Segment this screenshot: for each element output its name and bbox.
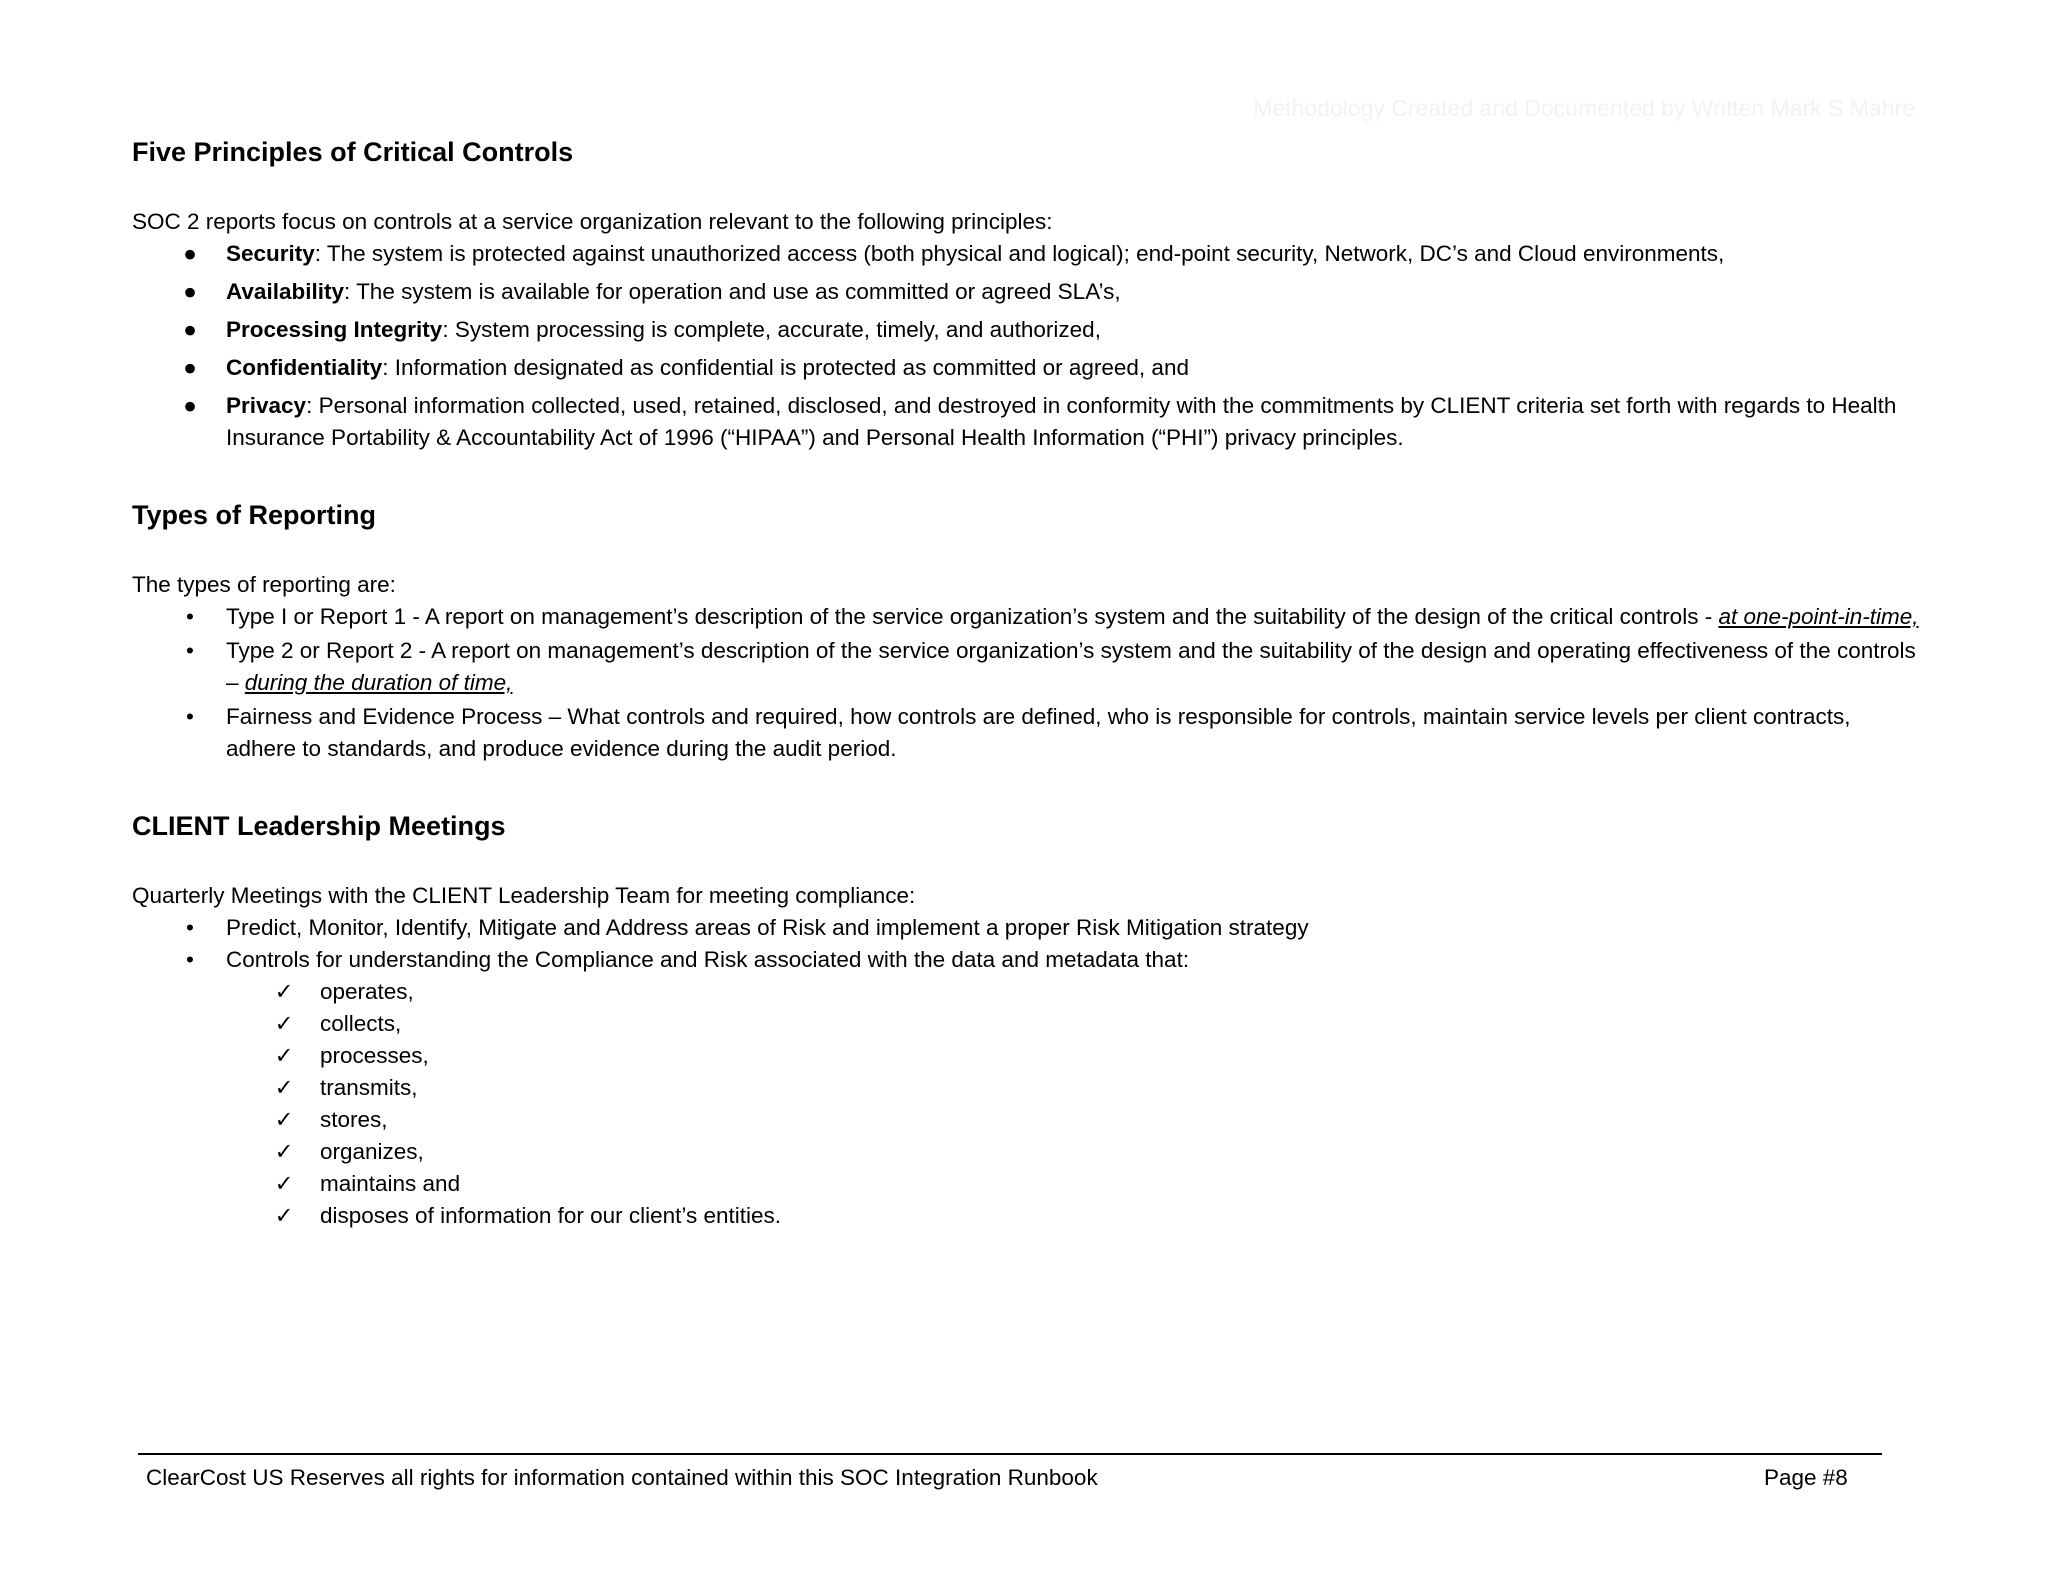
section-heading-principles: Five Principles of Critical Controls bbox=[132, 137, 574, 167]
footer-divider bbox=[138, 1453, 1882, 1455]
bullet-icon: ● bbox=[183, 393, 197, 418]
meetings-list bbox=[132, 912, 1922, 976]
list-item: • Fairness and Evidence Process – What controls and required, how controls are defined, who is responsible for controls, maintain service levels per client contracts, adhere to standards, and produce evidence during the audit period. bbox=[132, 701, 1922, 765]
bullet-icon: ● bbox=[183, 241, 197, 266]
checklist-item: ✓ operates, bbox=[132, 976, 1922, 1008]
checkmark-icon: ✓ bbox=[274, 1203, 294, 1228]
list-item: ● Availability: The system is available for operation and use as committed or agreed SLA’s, bbox=[132, 276, 1922, 308]
section-intro-reporting: The types of reporting are: bbox=[132, 572, 396, 597]
bullet-icon: ● bbox=[183, 317, 197, 342]
bullet-icon: • bbox=[186, 704, 194, 729]
footer-rights-text: ClearCost US Reserves all rights for information contained within this SOC Integration Runbook bbox=[146, 1465, 1098, 1490]
checkmark-icon: ✓ bbox=[274, 1139, 294, 1164]
bullet-icon: • bbox=[186, 915, 194, 940]
list-item: ● Processing Integrity: System processing is complete, accurate, timely, and authorized, bbox=[132, 314, 1922, 346]
list-item: • Type I or Report 1 - A report on management’s description of the service organization’s system and the suitability of the design of the critical controls - at one-point-in-time, bbox=[132, 601, 1922, 633]
section-heading-reporting: Types of Reporting bbox=[132, 500, 377, 530]
bullet-icon: • bbox=[186, 947, 194, 972]
checklist-item: ✓ processes, bbox=[132, 1040, 1922, 1072]
list-item: • Controls for understanding the Compliance and Risk associated with the data and metadata that: bbox=[132, 944, 1922, 976]
list-item: ● Security: The system is protected against unauthorized access (both physical and logical); end-point security, Network, DC’s and Cloud environments, bbox=[132, 238, 1922, 270]
list-item: ● Privacy: Personal information collected, used, retained, disclosed, and destroyed in conformity with the commitments by CLIENT criteria set forth with regards to Health Insurance Portability & Accountability Act of 1996 (“HIPAA”) and Personal Health Information (“PHI”) privacy principles. bbox=[132, 390, 1922, 454]
checklist-item: ✓ disposes of information for our client’s entities. bbox=[132, 1200, 1922, 1232]
page-number: Page #8 bbox=[1764, 1465, 1848, 1490]
section-heading-meetings: CLIENT Leadership Meetings bbox=[132, 811, 506, 841]
checkmark-icon: ✓ bbox=[274, 1075, 294, 1100]
checklist-item: ✓ transmits, bbox=[132, 1072, 1922, 1104]
bullet-icon: ● bbox=[183, 279, 197, 304]
checkmark-icon: ✓ bbox=[274, 1107, 294, 1132]
list-item: • Predict, Monitor, Identify, Mitigate and Address areas of Risk and implement a proper Risk Mitigation strategy bbox=[132, 912, 1922, 944]
section-intro-principles: SOC 2 reports focus on controls at a service organization relevant to the following principles: bbox=[132, 209, 1053, 234]
checklist-item: ✓ stores, bbox=[132, 1104, 1922, 1136]
bullet-icon: • bbox=[186, 638, 194, 663]
checklist-item: ✓ maintains and bbox=[132, 1168, 1922, 1200]
checklist-item: ✓ collects, bbox=[132, 1008, 1922, 1040]
principles-list bbox=[132, 238, 1922, 454]
bullet-icon: • bbox=[186, 604, 194, 629]
list-item: ● Confidentiality: Information designated as confidential is protected as committed or agreed, and bbox=[132, 352, 1922, 384]
checkmark-icon: ✓ bbox=[274, 979, 294, 1004]
bullet-icon: ● bbox=[183, 355, 197, 380]
list-item: • Type 2 or Report 2 - A report on management’s description of the service organization’s system and the suitability of the design and operating effectiveness of the controls – during the duration of time, bbox=[132, 635, 1922, 699]
document-body bbox=[132, 133, 1922, 1232]
checkmark-icon: ✓ bbox=[274, 1011, 294, 1036]
checklist bbox=[132, 976, 1922, 1232]
checkmark-icon: ✓ bbox=[274, 1043, 294, 1068]
checklist-item: ✓ organizes, bbox=[132, 1136, 1922, 1168]
checkmark-icon: ✓ bbox=[274, 1171, 294, 1196]
watermark-text: Methodology Created and Documented by Written Mark S Mahre bbox=[1253, 95, 1915, 121]
reporting-list bbox=[132, 601, 1922, 765]
section-intro-meetings: Quarterly Meetings with the CLIENT Leadership Team for meeting compliance: bbox=[132, 883, 916, 908]
